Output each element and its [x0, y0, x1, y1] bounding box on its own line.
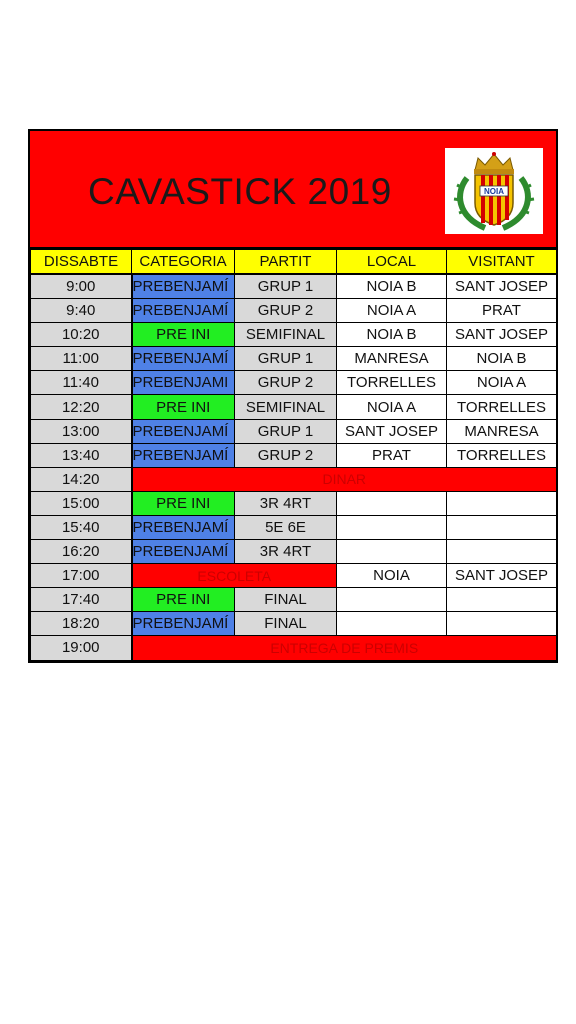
local-cell: PRAT	[337, 443, 447, 467]
table-row	[31, 347, 557, 371]
time-cell: 18:20	[31, 612, 132, 636]
local-cell	[337, 588, 447, 612]
category-cell: PRE INI	[132, 395, 235, 419]
visitant-cell: MANRESA	[447, 419, 557, 443]
header-dissabte: DISSABTE	[31, 250, 132, 275]
table-row	[31, 515, 557, 539]
header-categoria: CATEGORIA	[132, 250, 235, 275]
schedule-table	[30, 249, 557, 661]
partit-cell: GRUP 1	[235, 419, 337, 443]
local-cell: NOIA	[337, 564, 447, 588]
visitant-cell: SANT JOSEP	[447, 274, 557, 299]
category-cell: PREBENJAMÍ	[132, 299, 235, 323]
table-header-row	[31, 250, 557, 275]
partit-cell: GRUP 2	[235, 443, 337, 467]
local-cell: MANRESA	[337, 347, 447, 371]
schedule-sheet	[28, 129, 558, 663]
local-cell: TORRELLES	[337, 371, 447, 395]
table-row	[31, 395, 557, 419]
visitant-cell: TORRELLES	[447, 443, 557, 467]
header-visitant: VISITANT	[447, 250, 557, 275]
event-cell: DINAR	[132, 467, 557, 491]
svg-text:NOIA: NOIA	[484, 187, 504, 196]
time-cell: 16:20	[31, 540, 132, 564]
table-row	[31, 612, 557, 636]
category-cell: PREBENJAMI	[132, 371, 235, 395]
visitant-cell	[447, 612, 557, 636]
visitant-cell: NOIA A	[447, 371, 557, 395]
table-row	[31, 299, 557, 323]
category-cell: PREBENJAMÍ	[132, 419, 235, 443]
local-cell: NOIA A	[337, 299, 447, 323]
header-local: LOCAL	[337, 250, 447, 275]
time-cell: 9:00	[31, 274, 132, 299]
page-title: CAVASTICK 2019	[88, 171, 392, 212]
partit-cell: 5E 6E	[235, 515, 337, 539]
time-cell: 11:40	[31, 371, 132, 395]
header-banner	[30, 131, 556, 249]
time-cell: 10:20	[31, 323, 132, 347]
local-cell	[337, 540, 447, 564]
local-cell: NOIA A	[337, 395, 447, 419]
header-partit: PARTIT	[235, 250, 337, 275]
partit-cell: FINAL	[235, 612, 337, 636]
category-cell: PRE INI	[132, 588, 235, 612]
time-cell: 14:20	[31, 467, 132, 491]
club-logo	[445, 148, 543, 234]
visitant-cell	[447, 588, 557, 612]
event-cell: ENTREGA DE PREMIS	[132, 636, 557, 660]
partit-cell: SEMIFINAL	[235, 395, 337, 419]
time-cell: 12:20	[31, 395, 132, 419]
local-cell	[337, 515, 447, 539]
visitant-cell	[447, 515, 557, 539]
partit-cell: GRUP 2	[235, 371, 337, 395]
visitant-cell: TORRELLES	[447, 395, 557, 419]
visitant-cell	[447, 491, 557, 515]
crest-icon	[445, 148, 543, 234]
partit-cell: 3R 4RT	[235, 540, 337, 564]
category-cell: PRE INI	[132, 323, 235, 347]
visitant-cell: SANT JOSEP	[447, 564, 557, 588]
partit-cell: GRUP 1	[235, 274, 337, 299]
table-row	[31, 274, 557, 299]
local-cell	[337, 491, 447, 515]
partit-cell: GRUP 2	[235, 299, 337, 323]
category-cell: PREBENJAMÍ	[132, 540, 235, 564]
local-cell: SANT JOSEP	[337, 419, 447, 443]
event-cell: ESCOLETA	[132, 564, 337, 588]
category-cell: PREBENJAMÍ	[132, 274, 235, 299]
partit-cell: FINAL	[235, 588, 337, 612]
partit-cell: SEMIFINAL	[235, 323, 337, 347]
local-cell: NOIA B	[337, 323, 447, 347]
time-cell: 13:00	[31, 419, 132, 443]
time-cell: 15:00	[31, 491, 132, 515]
table-row	[31, 323, 557, 347]
time-cell: 13:40	[31, 443, 132, 467]
table-row	[31, 588, 557, 612]
table-row	[31, 636, 557, 660]
time-cell: 17:40	[31, 588, 132, 612]
visitant-cell: SANT JOSEP	[447, 323, 557, 347]
table-row	[31, 419, 557, 443]
table-row	[31, 491, 557, 515]
table-row	[31, 540, 557, 564]
time-cell: 9:40	[31, 299, 132, 323]
partit-cell: GRUP 1	[235, 347, 337, 371]
table-row	[31, 371, 557, 395]
time-cell: 15:40	[31, 515, 132, 539]
time-cell: 17:00	[31, 564, 132, 588]
local-cell	[337, 612, 447, 636]
category-cell: PREBENJAMÍ	[132, 515, 235, 539]
local-cell: NOIA B	[337, 274, 447, 299]
category-cell: PRE INI	[132, 491, 235, 515]
time-cell: 11:00	[31, 347, 132, 371]
time-cell: 19:00	[31, 636, 132, 660]
table-row	[31, 564, 557, 588]
category-cell: PREBENJAMÍ	[132, 612, 235, 636]
partit-cell: 3R 4RT	[235, 491, 337, 515]
visitant-cell: NOIA B	[447, 347, 557, 371]
table-row	[31, 443, 557, 467]
table-row	[31, 467, 557, 491]
category-cell: PREBENJAMÍ	[132, 443, 235, 467]
category-cell: PREBENJAMÍ	[132, 347, 235, 371]
visitant-cell: PRAT	[447, 299, 557, 323]
visitant-cell	[447, 540, 557, 564]
